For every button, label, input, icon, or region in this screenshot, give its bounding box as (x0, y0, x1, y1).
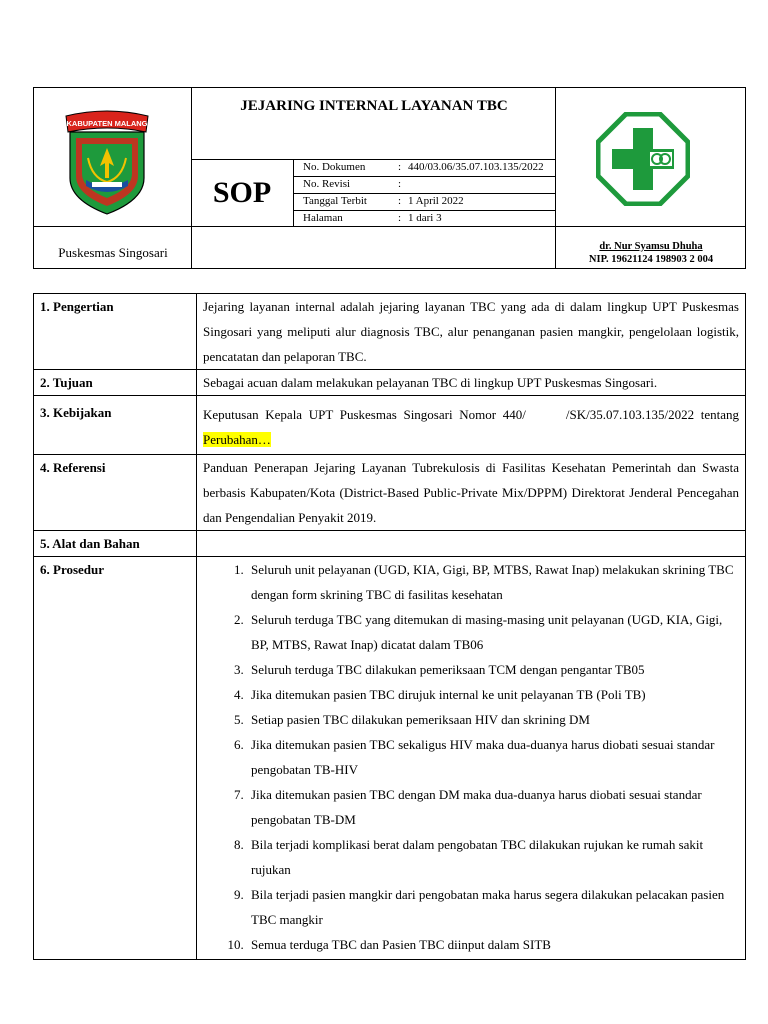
section-text (197, 531, 746, 557)
meta-label: Halaman (303, 212, 343, 224)
meta-row: Tanggal Terbit : 1 April 2022 (293, 194, 556, 211)
document-title: JEJARING INTERNAL LAYANAN TBC (240, 98, 508, 114)
procedure-cell (197, 557, 746, 960)
meta-label: No. Dokumen (303, 161, 366, 173)
table-row (34, 557, 746, 960)
section-label: 6. Prosedur (34, 557, 197, 960)
list-item: 2. Seluruh terduga TBC yang ditemukan di masing-masing unit pelayanan (UGD, KIA, Gigi, BP, MTBS, Rawat Inap) dicatat dalam TB06 (247, 607, 739, 657)
list-item: 10. Semua terduga TBC dan Pasien TBC diinput dalam SITB (247, 932, 739, 957)
meta-row: No. Dokumen : 440/03.06/35.07.103.135/2022 (293, 160, 556, 177)
table-row (34, 396, 746, 455)
signer-name: dr. Nur Syamsu Dhuha (599, 241, 703, 252)
table-row (34, 455, 746, 531)
list-item: 6. Jika ditemukan pasien TBC sekaligus HIV maka dua-duanya harus diobati sesuai standar pengobatan TB-HIV (247, 732, 739, 782)
procedure-list (203, 557, 739, 957)
list-item: 5. Setiap pasien TBC dilakukan pemeriksaan HIV dan skrining DM (247, 707, 739, 732)
meta-label: No. Revisi (303, 178, 351, 190)
list-item: 1. Seluruh unit pelayanan (UGD, KIA, Gigi, BP, MTBS, Rawat Inap) melakukan skrining TBC dengan form skrining TBC di fasilitas kesehatan (247, 557, 739, 607)
list-item: 4. Jika ditemukan pasien TBC dirujuk internal ke unit pelayanan TB (Poli TB) (247, 682, 739, 707)
sop-label: SOP (212, 176, 272, 209)
highlighted-text: Perubahan… (203, 432, 271, 447)
meta-value: 1 April 2022 (408, 195, 464, 207)
document-meta (293, 160, 556, 227)
section-label: 2. Tujuan (34, 370, 197, 396)
list-item: 9. Bila terjadi pasien mangkir dari pengobatan maka harus segera dilakukan pelacakan pasien TBC mangkir (247, 882, 739, 932)
section-label: 1. Pengertian (34, 294, 197, 370)
section-text (197, 396, 746, 455)
table-row (34, 370, 746, 396)
meta-row: No. Revisi : (293, 177, 556, 194)
meta-value: 1 dari 3 (408, 212, 442, 224)
meta-label: Tanggal Terbit (303, 195, 367, 207)
table-row (34, 531, 746, 557)
list-item: 7. Jika ditemukan pasien TBC dengan DM maka dua-duanya harus diobati sesuai standar pengobatan TB-DM (247, 782, 739, 832)
kebijakan-text: Keputusan Kepala UPT Puskesmas Singosari Nomor 440/ /SK/35.07.103.135/2022 tentang (203, 407, 743, 422)
puskesmas-name: Puskesmas Singosari (58, 245, 168, 260)
meta-value: 440/03.06/35.07.103.135/2022 (408, 161, 544, 173)
signature-block (556, 236, 746, 266)
logo-text: KABUPATEN MALANG (66, 119, 148, 128)
table-row (34, 294, 746, 370)
section-text: Panduan Penerapan Jejaring Layanan Tubrekulosis di Fasilitas Kesehatan Pemerintah dan Swasta berbasis Kabupaten/Kota (District-Based Public-Private Mix/DPPM) Direktorat Jenderal Pencegahan dan Pengendalian Penyakit 2019. (197, 455, 746, 531)
kabupaten-malang-logo (62, 108, 152, 221)
puskesmas-logo (596, 112, 690, 211)
section-text: Jejaring layanan internal adalah jejaring layanan TBC yang ada di dalam lingkup UPT Puskesmas Singosari yang meliputi alur diagnosis TBC, alur penanganan pasien mangkir, pengelolaan logistik, pencatatan dan pelaporan TBC. (197, 294, 746, 370)
list-item: 8. Bila terjadi komplikasi berat dalam pengobatan TBC dilakukan rujukan ke rumah sakit rujukan (247, 832, 739, 882)
section-text: Sebagai acuan dalam melakukan pelayanan TBC di lingkup UPT Puskesmas Singosari. (197, 370, 746, 396)
section-label: 4. Referensi (34, 455, 197, 531)
sop-content-table (33, 293, 746, 960)
signer-nip: NIP. 19621124 198903 2 004 (588, 254, 714, 265)
list-item: 3. Seluruh terduga TBC dilakukan pemeriksaan TCM dengan pengantar TB05 (247, 657, 739, 682)
section-label: 5. Alat dan Bahan (34, 531, 197, 557)
meta-row: Halaman : 1 dari 3 (303, 212, 442, 224)
sop-header (33, 87, 746, 269)
section-label: 3. Kebijakan (34, 396, 197, 455)
